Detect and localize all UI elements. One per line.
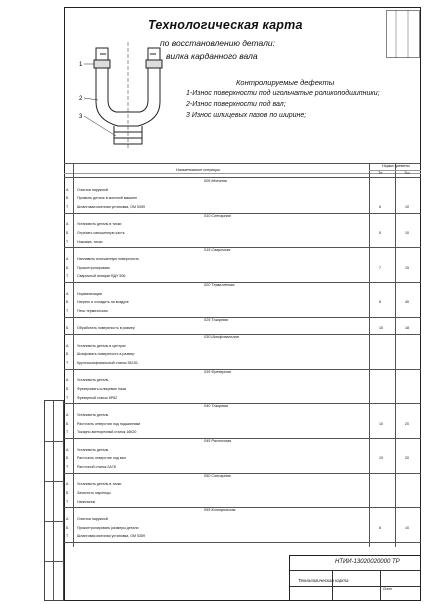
row-t1: 10 <box>379 421 383 426</box>
row-code: А <box>66 517 69 521</box>
callout-2: 2 <box>79 96 83 102</box>
row-code: А <box>66 447 69 452</box>
row-code: Б <box>66 352 69 357</box>
part-sketch-yoke <box>78 40 178 150</box>
row-t1: 5 <box>379 231 381 235</box>
row-t2: 10 <box>405 205 409 209</box>
page-title: Технологическая карта <box>148 18 303 32</box>
row-code: Т <box>66 534 69 539</box>
row-code: А <box>66 482 69 487</box>
section-title: 015 Сварочная <box>204 248 231 253</box>
row-code: Т <box>66 499 69 504</box>
defect-2: 2-Износ поверхности под вал; <box>186 101 286 108</box>
row-t2: 15 <box>405 265 409 270</box>
row-text: Проконтролировать <box>77 265 111 270</box>
row-text: Установить деталь в центрах <box>77 343 126 348</box>
row-t1: 10 <box>379 456 383 461</box>
row-code: А <box>66 343 69 348</box>
row-code: Б <box>66 387 69 391</box>
row-code: Б <box>66 196 69 201</box>
callout-3: 3 <box>79 114 83 120</box>
row-code: Т <box>66 465 69 469</box>
row-code: Б <box>66 525 69 530</box>
row-t1: 8 <box>379 300 381 305</box>
row-code: Б <box>66 231 69 235</box>
section-title: 040 Токарная <box>204 404 228 409</box>
row-code: Т <box>66 309 69 313</box>
row-code: Б <box>66 456 69 461</box>
row-code: Т <box>66 205 69 209</box>
stamp-document-name: Технологическая карта <box>298 578 349 583</box>
row-text: Нагреть и охладить на воздухе <box>77 300 129 305</box>
row-text: Проконтролировать размеры детали <box>77 525 139 530</box>
column-header-t1: Тп <box>378 171 383 175</box>
row-code: Т <box>66 395 69 400</box>
row-t2: 40 <box>405 300 409 305</box>
row-text: Наплавить изношенную поверхность <box>77 257 139 261</box>
stamp-document-code: НТИИ-13020020000 ТР <box>335 559 400 565</box>
row-code: Б <box>66 491 69 495</box>
row-code: Б <box>66 421 69 426</box>
row-code: Б <box>66 326 69 331</box>
row-code: Т <box>66 274 69 279</box>
row-text: Шланговая моечная установка, ОМ 5359 <box>77 534 146 539</box>
section-title: 030 Шлифовальная <box>204 335 239 339</box>
row-text: Шланговая моечная установка, ОМ 5359 <box>77 205 146 209</box>
row-t1: 7 <box>379 265 381 270</box>
left-margin-strip <box>44 400 64 601</box>
row-code: А <box>66 413 69 417</box>
row-text: Зачистить заусенцы <box>77 491 111 495</box>
row-t2: 10 <box>405 231 409 235</box>
column-header-t2: Тш <box>404 171 410 175</box>
row-code: Б <box>66 265 69 270</box>
row-text: Ножовка, тиски <box>77 239 103 244</box>
row-code: А <box>66 291 69 296</box>
row-text: Расточить отверстия под подшипники <box>77 421 141 426</box>
row-text: Токарно-винторезный станок 16К20 <box>77 430 137 435</box>
row-text: Очистка наружной <box>77 187 108 192</box>
column-header-operation: Наименование операции <box>176 168 221 172</box>
callout-1: 1 <box>79 62 83 68</box>
defect-1: 1-Износ поверхности под игольчатые роликоподшипники; <box>186 90 380 97</box>
row-code: А <box>66 222 69 227</box>
row-text: Круглошлифовальный станок 3Б151 <box>77 361 138 365</box>
corner-stamp <box>386 10 420 58</box>
row-code: А <box>66 257 69 261</box>
row-t2: 20 <box>405 456 409 461</box>
controlled-defects-heading: Контролируемые дефекты <box>236 78 335 87</box>
row-code: Б <box>66 300 69 305</box>
row-code: Т <box>66 430 69 435</box>
subtitle-line-2: вилка карданного вала <box>166 51 258 61</box>
section-title: 025 Токарная <box>204 317 228 322</box>
row-t2: 20 <box>405 421 409 426</box>
row-t2: 18 <box>405 326 409 331</box>
row-text: Очистка наружной <box>77 517 108 521</box>
row-text: Отрезать изношенную часть <box>77 231 125 235</box>
defect-3: 3 Износ шлицевых пазов по ширине; <box>186 112 307 119</box>
section-title: 050 Слесарная <box>204 473 231 478</box>
section-title: 010 Слесарная <box>204 213 231 218</box>
row-text: Установить деталь <box>77 413 109 417</box>
row-text: Шлифовать поверхность в размер <box>77 352 135 357</box>
row-code: А <box>66 187 69 192</box>
stamp-sheet-label: Лист <box>383 587 393 591</box>
row-text: Напильник <box>77 499 96 504</box>
row-text: Нормализация <box>77 291 102 296</box>
row-text: Установить деталь в тиски <box>77 482 122 487</box>
operations-table <box>64 163 421 547</box>
row-text: Печь термическая <box>77 309 108 313</box>
row-text: Сварочный аппарат ВДУ 506 <box>77 274 126 279</box>
row-text: Промыть деталь в моечной машине <box>77 196 138 201</box>
row-code: А <box>66 378 69 383</box>
row-text: Обработать поверхность в размер <box>77 326 135 331</box>
section-title: 035 Фрезерная <box>204 369 231 374</box>
row-t2: 10 <box>405 525 409 530</box>
row-t1: 6 <box>379 525 381 530</box>
row-t1: 15 <box>379 326 383 331</box>
row-text: Фрезерный станок 6Р82 <box>77 395 118 400</box>
row-text: Расточной станок 2А78 <box>77 465 116 469</box>
row-code: Т <box>66 239 69 244</box>
row-text: Установить деталь <box>77 378 109 383</box>
section-title: 045 Расточная <box>204 439 232 443</box>
row-code: Т <box>66 361 69 365</box>
row-text: Фрезеровать шлицевые пазы <box>77 387 127 391</box>
row-text: Установить деталь в тиски <box>77 222 122 227</box>
row-text: Установить деталь <box>77 447 109 452</box>
column-header-norm: Норма времени <box>382 164 410 168</box>
row-text: Расточить отверстие под вал <box>77 456 126 461</box>
row-t1: 6 <box>379 205 381 209</box>
subtitle-line-1: по восстановлению детали: <box>160 38 276 48</box>
section-title: 020 Термическая <box>204 283 235 287</box>
section-title: 055 Контрольная <box>204 508 236 513</box>
section-title: 005 Моечная <box>204 179 227 183</box>
